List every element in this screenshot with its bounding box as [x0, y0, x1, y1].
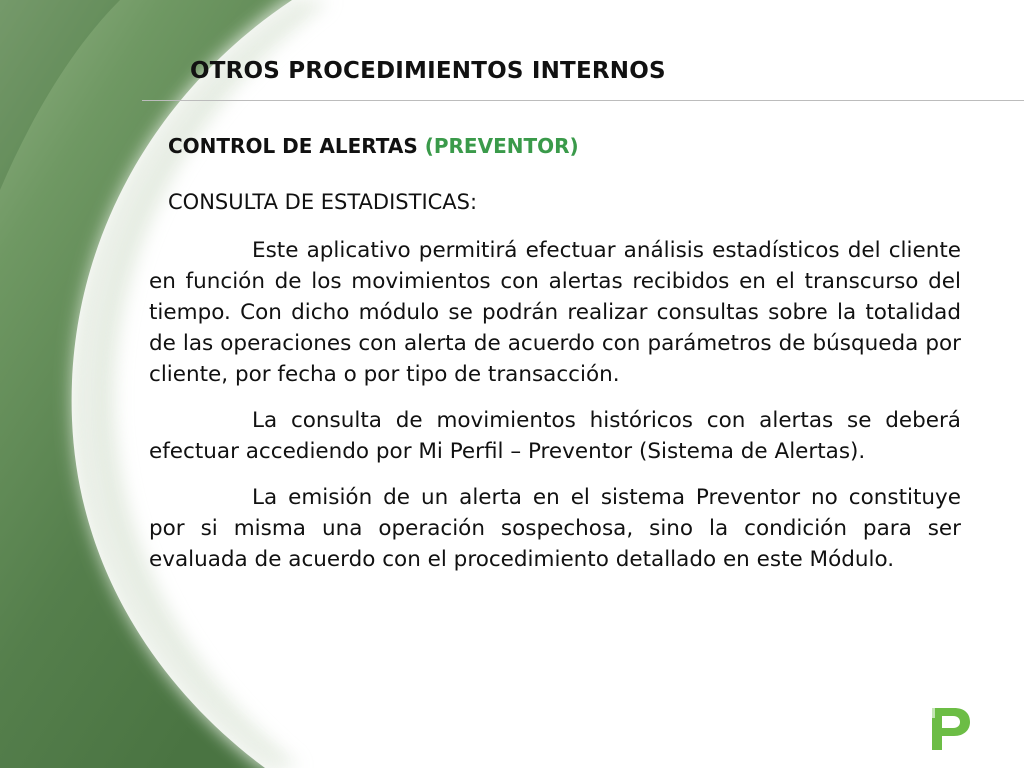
preventor-logo-icon: [928, 704, 972, 754]
subtitle-accent: (PREVENTOR): [424, 134, 579, 158]
body-text: [149, 235, 961, 590]
section-label: CONSULTA DE ESTADISTICAS:: [168, 190, 478, 214]
subtitle-main: CONTROL DE ALERTAS: [168, 134, 418, 158]
title-divider: [142, 100, 1024, 101]
paragraph-1: Este aplicativo permitirá efectuar análisis estadísticos del cliente en función de los movimientos con alertas recibidos en el transcurso del tiempo. Con dicho módulo se podrán realizar consultas sobre la totalidad de las operaciones con alerta de acuerdo con parámetros de búsqueda por cliente, por fecha o por tipo de transacción.: [149, 238, 961, 387]
slide-title: OTROS PROCEDIMIENTOS INTERNOS: [190, 58, 666, 84]
slide-subtitle: [168, 134, 579, 158]
paragraph-2: La consulta de movimientos históricos con alertas se deberá efectuar accediendo por Mi Perfil – Preventor (Sistema de Alertas).: [149, 408, 961, 464]
paragraph-3: La emisión de un alerta en el sistema Preventor no constituye por si misma una operación sospechosa, sino la condición para ser evaluada de acuerdo con el procedimiento detallado en este Módulo.: [149, 485, 961, 572]
